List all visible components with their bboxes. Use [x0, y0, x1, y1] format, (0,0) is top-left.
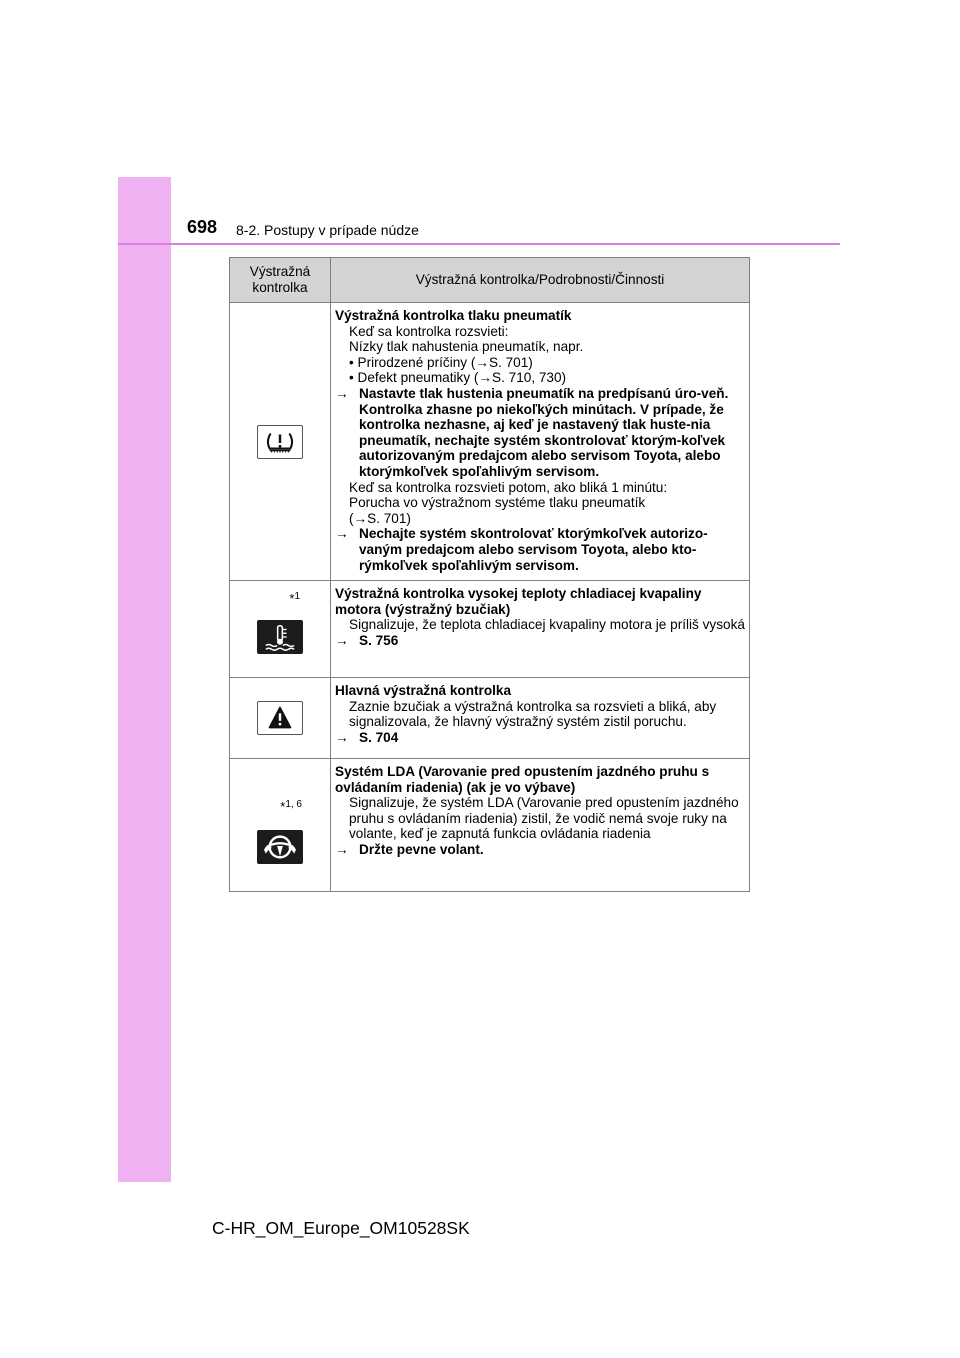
arrow-icon: →	[335, 385, 349, 401]
arrow-icon: →	[335, 632, 349, 648]
action-text: S. 704	[359, 729, 399, 745]
footnote-marker: *$^1$	[289, 591, 300, 607]
row-title: Hlavná výstražná kontrolka	[335, 683, 512, 699]
detail-line: Porucha vo výstražnom systéme tlaku pneumatík	[349, 495, 646, 511]
action-item	[335, 386, 746, 480]
master-warning-icon	[257, 701, 303, 735]
icon-cell	[230, 759, 331, 892]
detail-cell	[331, 759, 750, 892]
coolant-temperature-icon	[257, 620, 303, 654]
column-header-light: Výstražná kontrolka	[230, 258, 331, 303]
detail-cell	[331, 678, 750, 759]
action-text: Držte pevne volant.	[359, 842, 484, 858]
table-header-row	[230, 258, 750, 303]
document-code: C-HR_OM_Europe_OM10528SK	[212, 1218, 470, 1238]
table-row	[230, 581, 750, 678]
tire-pressure-warning-icon	[257, 425, 303, 459]
icon-cell	[230, 678, 331, 759]
row-title: Výstražná kontrolka tlaku pneumatík	[335, 308, 572, 323]
section-title: 8-2. Postupy v prípade núdze	[236, 222, 419, 238]
icon-cell	[230, 303, 331, 581]
footnote-marker: *$^{1, 6}$	[280, 799, 302, 815]
action-item	[335, 842, 746, 858]
detail-line: (→S. 701)	[349, 510, 411, 526]
column-header-details: Výstražná kontrolka/Podrobnosti/Činnosti	[331, 258, 750, 303]
warning-lights-table	[229, 257, 750, 892]
action-item	[335, 633, 746, 649]
side-color-band	[118, 177, 171, 1182]
bullet-line: • Prirodzené príčiny (→S. 701)	[349, 354, 533, 370]
row-title: Výstražná kontrolka vysokej teploty chladiacej kvapaliny motora (výstražný bzučiak)	[335, 586, 702, 617]
bullet-line: • Defekt pneumatiky (→S. 710, 730)	[349, 370, 567, 386]
table-row	[230, 759, 750, 892]
action-text: Nastavte tlak hustenia pneumatík na predpísanú úro-veň. Kontrolka zhasne po niekoľkých minútach. V prípade, že kontrolka nezhasne, aj keď je nastavený tlak huste-nia pneumatík, nechajte systém skontrolovať ktorým-koľvek autorizovaným predajcom alebo servisom Toyota, alebo ktorýmkoľvek spoľahlivým servisom.	[359, 385, 729, 479]
detail-line: Keď sa kontrolka rozsvieti potom, ako bliká 1 minútu:	[349, 479, 668, 495]
arrow-icon: →	[335, 842, 349, 858]
detail-line: Zaznie bzučiak a výstražná kontrolka sa rozsvieti a bliká, aby signalizovala, že hlavný výstražný systém zistil poruchu.	[349, 698, 717, 730]
icon-cell	[230, 581, 331, 678]
detail-cell	[331, 581, 750, 678]
table-row	[230, 303, 750, 581]
detail-line: Nízky tlak nahustenia pneumatík, napr.	[349, 339, 584, 355]
action-item	[335, 730, 746, 746]
detail-line: Signalizuje, že teplota chladiacej kvapaliny motora je príliš vysoká	[349, 617, 745, 633]
row-title: Systém LDA (Varovanie pred opustením jazdného pruhu s ovládaním riadenia) (ak je vo výbave)	[335, 764, 710, 795]
detail-cell	[331, 303, 750, 581]
page-number: 698	[187, 217, 218, 237]
action-text: S. 756	[359, 632, 399, 648]
steering-wheel-hands-icon	[257, 830, 303, 864]
arrow-icon: →	[335, 729, 349, 745]
detail-line: Signalizuje, že systém LDA (Varovanie pred opustením jazdného pruhu s ovládaním riadenia) zistil, že vodič nemá svoje ruky na volante, keď je zapnutá funkcia ovládania riadenia	[349, 795, 739, 842]
table-row	[230, 678, 750, 759]
action-text: Nechajte systém skontrolovať ktorýmkoľvek autorizo-vaným predajcom alebo servisom Toyota, alebo kto-rýmkoľvek spoľahlivým servisom.	[359, 526, 708, 573]
arrow-icon: →	[335, 526, 349, 542]
detail-line: Keď sa kontrolka rozsvieti:	[349, 323, 509, 339]
action-item	[335, 526, 746, 573]
